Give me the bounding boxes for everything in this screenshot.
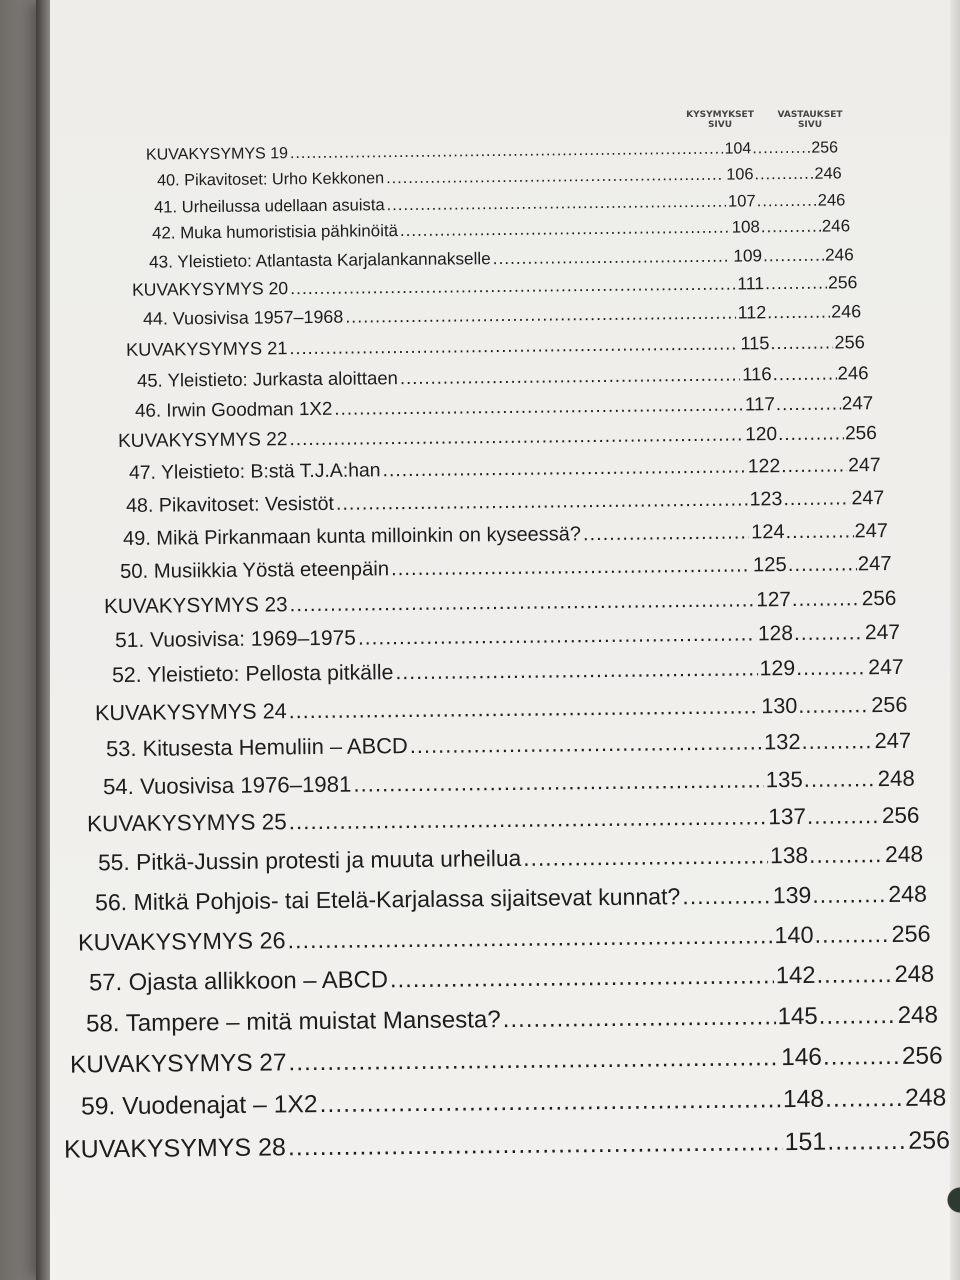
dot-leader bbox=[794, 621, 864, 646]
question-page-number: 146 bbox=[780, 1043, 822, 1072]
question-page-number: 140 bbox=[774, 921, 814, 949]
toc-entry bbox=[123, 520, 888, 551]
toc-entry-title: KUVAKYSYMYS 26 bbox=[78, 927, 286, 956]
answers-page-header: VASTAUKSET SIVU bbox=[777, 110, 843, 130]
toc-entry-title: 55. Pitkä-Jussin protesti ja muuta urheilua bbox=[97, 844, 522, 876]
dot-leader bbox=[289, 588, 754, 617]
answer-page-number: 246 bbox=[821, 216, 850, 236]
answer-page-number: 248 bbox=[888, 880, 927, 908]
dot-leader bbox=[798, 692, 870, 719]
dot-leader bbox=[788, 553, 857, 577]
answer-page-number: 246 bbox=[814, 164, 842, 183]
toc-entry bbox=[103, 766, 915, 800]
dot-leader bbox=[400, 364, 740, 390]
toc-entry bbox=[132, 272, 858, 301]
toc-entry-title: 41. Urheilussa udellaan asuista bbox=[154, 195, 386, 217]
dot-leader bbox=[775, 392, 840, 415]
question-page-number: 139 bbox=[772, 881, 812, 909]
toc-entry-title: KUVAKYSYMYS 27 bbox=[69, 1049, 287, 1079]
toc-entry bbox=[95, 881, 927, 917]
dot-leader bbox=[358, 622, 756, 650]
dot-leader bbox=[791, 587, 860, 612]
toc-entry-title: 49. Mikä Pirkanmaan kunta milloinkin on kyseessä? bbox=[123, 523, 582, 551]
dot-leader bbox=[783, 487, 850, 511]
dot-leader bbox=[827, 1127, 907, 1157]
toc-entry-title: 48. Pikavitoset: Vesistöt bbox=[125, 492, 335, 517]
toc-entry-title: KUVAKYSYMYS 19 bbox=[145, 145, 289, 164]
dot-leader bbox=[288, 1128, 783, 1162]
answer-page-number: 248 bbox=[878, 765, 916, 792]
dot-leader bbox=[387, 192, 727, 216]
answer-page-number: 256 bbox=[901, 1042, 943, 1070]
dot-leader bbox=[825, 1085, 904, 1114]
answer-page-number: 246 bbox=[837, 362, 869, 384]
toc-entry-title: 42. Muka humoristisia pähkinöitä bbox=[151, 221, 398, 243]
toc-entry-title: 58. Tampere – mitä muistat Mansesta? bbox=[86, 1006, 502, 1038]
dot-leader bbox=[817, 961, 894, 990]
answer-page-number: 247 bbox=[841, 392, 873, 414]
answer-page-number: 248 bbox=[894, 960, 935, 988]
dot-leader bbox=[763, 245, 824, 267]
question-page-number: 120 bbox=[744, 424, 777, 446]
dot-leader bbox=[290, 333, 739, 359]
dot-leader bbox=[523, 842, 768, 872]
question-page-number: 138 bbox=[769, 841, 809, 869]
questions-page-header: KYSYMYKSET SIVU bbox=[686, 110, 754, 130]
toc-entry bbox=[154, 190, 846, 217]
dot-leader bbox=[345, 303, 736, 328]
answer-page-number: 256 bbox=[871, 691, 908, 718]
dot-leader bbox=[334, 393, 743, 419]
answer-page-number: 256 bbox=[827, 272, 858, 293]
dot-leader bbox=[386, 166, 724, 189]
dot-leader bbox=[796, 655, 867, 681]
answer-page-number: 248 bbox=[884, 840, 924, 868]
dot-leader bbox=[755, 165, 814, 185]
dot-leader bbox=[804, 766, 877, 793]
question-page-number: 122 bbox=[747, 455, 781, 478]
answer-page-number: 247 bbox=[854, 519, 889, 543]
toc-entry-title: 46. Irwin Goodman 1X2 bbox=[134, 397, 332, 421]
toc-entry bbox=[64, 1126, 950, 1164]
question-page-number: 111 bbox=[737, 273, 765, 294]
toc-entry bbox=[126, 487, 884, 518]
question-page-number: 137 bbox=[767, 803, 806, 830]
toc-entry bbox=[115, 621, 900, 653]
toc-entry-title: 45. Yleistieto: Jurkasta aloittaen bbox=[137, 367, 399, 391]
answer-page-number: 247 bbox=[847, 454, 881, 477]
corner-object bbox=[940, 1180, 960, 1220]
question-page-number: 129 bbox=[759, 655, 796, 681]
dot-leader bbox=[822, 1043, 900, 1072]
toc-entry bbox=[137, 362, 869, 392]
dot-leader bbox=[391, 554, 751, 581]
answer-page-number: 246 bbox=[817, 190, 846, 210]
dot-leader bbox=[399, 218, 729, 241]
toc-entry bbox=[118, 423, 877, 453]
answer-page-number: 248 bbox=[904, 1084, 947, 1112]
dot-leader bbox=[781, 454, 847, 478]
question-page-number: 108 bbox=[731, 217, 760, 237]
answer-page-number: 256 bbox=[908, 1126, 951, 1155]
toc-entry bbox=[98, 841, 923, 877]
toc-entry bbox=[78, 921, 931, 957]
dot-leader bbox=[390, 962, 774, 994]
dot-leader bbox=[760, 217, 820, 238]
toc-entry-title: 47. Yleistieto: B:stä T.J.A:han bbox=[128, 459, 381, 484]
question-page-number: 127 bbox=[755, 587, 791, 612]
dot-leader bbox=[319, 1086, 781, 1119]
dot-leader bbox=[288, 922, 773, 954]
toc-entry-title: 56. Mitkä Pohjois- tai Etelä-Karjalassa sijaitsevat kunnat? bbox=[94, 883, 681, 916]
toc-entry bbox=[70, 1042, 943, 1079]
dot-leader bbox=[503, 1003, 776, 1034]
toc-entry-title: 53. Kitusesta Hemuliin – ABCD bbox=[106, 733, 409, 762]
dot-leader bbox=[814, 921, 890, 949]
answer-page-number: 246 bbox=[831, 301, 862, 322]
answer-page-number: 247 bbox=[851, 487, 885, 510]
dot-leader bbox=[395, 656, 757, 685]
dot-leader bbox=[410, 729, 763, 759]
toc-entry bbox=[86, 1002, 938, 1039]
question-page-number: 116 bbox=[742, 363, 773, 385]
question-page-number: 107 bbox=[728, 191, 757, 211]
dot-leader bbox=[778, 423, 844, 446]
answer-page-number: 256 bbox=[881, 802, 920, 829]
toc-entry-title: 43. Yleistieto: Atlantasta Karjalankannakselle bbox=[148, 248, 491, 272]
dot-leader bbox=[809, 841, 884, 869]
toc-entry-title: 57. Ojasta allikkoon – ABCD bbox=[89, 966, 389, 997]
dot-leader bbox=[806, 803, 880, 830]
answer-page-number: 256 bbox=[891, 920, 931, 947]
dot-leader bbox=[819, 1002, 897, 1031]
question-page-number: 151 bbox=[784, 1127, 827, 1157]
toc-entry-title: 44. Vuosivisa 1957–1968 bbox=[142, 306, 344, 329]
dot-leader bbox=[382, 455, 746, 482]
dot-leader bbox=[290, 273, 735, 299]
toc-entry bbox=[151, 216, 849, 243]
answer-page-number: 247 bbox=[864, 620, 900, 645]
dot-leader bbox=[354, 767, 765, 797]
toc-entry-title: KUVAKYSYMYS 24 bbox=[94, 698, 287, 726]
dot-leader bbox=[289, 424, 743, 451]
answer-page-number: 256 bbox=[834, 332, 866, 353]
dot-leader bbox=[771, 332, 834, 354]
toc-entry bbox=[126, 332, 865, 361]
answer-page-number: 247 bbox=[858, 552, 893, 576]
dot-leader bbox=[773, 363, 837, 386]
question-page-number: 109 bbox=[732, 245, 762, 266]
toc-entry-title: KUVAKYSYMYS 23 bbox=[103, 593, 288, 619]
toc-entry bbox=[106, 728, 911, 762]
toc-entry bbox=[146, 139, 838, 164]
dot-leader bbox=[786, 520, 854, 544]
answer-page-number: 248 bbox=[898, 1001, 939, 1029]
toc-entry bbox=[95, 692, 908, 727]
question-page-number: 130 bbox=[761, 692, 798, 719]
dot-leader bbox=[757, 191, 817, 212]
toc-entry bbox=[157, 164, 842, 190]
dot-leader bbox=[682, 882, 771, 910]
question-page-number: 142 bbox=[775, 961, 816, 990]
answer-page-number: 256 bbox=[811, 139, 839, 157]
toc-entry-title: KUVAKYSYMYS 20 bbox=[131, 278, 289, 300]
toc-entry-title: KUVAKYSYMYS 22 bbox=[117, 429, 288, 452]
dot-leader bbox=[812, 881, 887, 909]
question-page-number: 112 bbox=[737, 302, 767, 323]
toc-entry-title: KUVAKYSYMYS 28 bbox=[63, 1133, 287, 1164]
toc-entry-title: 54. Vuosivisa 1976–1981 bbox=[103, 771, 352, 800]
toc-entry-title: 40. Pikavitoset: Urho Kekkonen bbox=[157, 169, 385, 190]
question-page-number: 128 bbox=[757, 622, 793, 646]
dot-leader bbox=[752, 140, 810, 159]
question-page-number: 135 bbox=[766, 766, 804, 793]
toc-entry-title: 51. Vuosivisa: 1969–1975 bbox=[114, 626, 356, 653]
question-page-number: 123 bbox=[749, 488, 783, 511]
toc-entry bbox=[134, 392, 872, 422]
toc-entry bbox=[103, 587, 896, 619]
toc-entry bbox=[129, 454, 881, 485]
question-page-number: 115 bbox=[740, 333, 770, 354]
question-page-number: 132 bbox=[764, 728, 801, 755]
toc-entry bbox=[149, 244, 854, 272]
dot-leader bbox=[290, 141, 723, 164]
dot-leader bbox=[288, 804, 766, 835]
dot-leader bbox=[583, 521, 749, 546]
dot-leader bbox=[289, 693, 760, 724]
question-page-number: 124 bbox=[751, 521, 785, 544]
toc-entry bbox=[86, 803, 919, 838]
dot-leader bbox=[336, 488, 748, 515]
dot-leader bbox=[765, 273, 827, 295]
toc-entry bbox=[143, 301, 861, 330]
answer-page-number: 256 bbox=[844, 423, 877, 445]
dot-leader bbox=[802, 728, 874, 755]
question-page-number: 148 bbox=[782, 1085, 825, 1114]
toc-entry bbox=[81, 1084, 947, 1121]
answer-page-number: 247 bbox=[867, 654, 904, 680]
toc-entry-title: 59. Vuodenajat – 1X2 bbox=[80, 1091, 318, 1121]
dot-leader bbox=[767, 302, 830, 324]
toc-entry bbox=[112, 655, 904, 688]
question-page-number: 145 bbox=[777, 1002, 819, 1031]
toc-entry-title: 52. Yleistieto: Pellosta pitkälle bbox=[111, 660, 394, 688]
question-page-number: 125 bbox=[753, 554, 788, 577]
answer-page-number: 256 bbox=[861, 586, 897, 611]
question-page-number: 117 bbox=[744, 393, 775, 415]
toc-entry bbox=[89, 961, 934, 998]
question-page-number: 106 bbox=[726, 165, 754, 184]
toc-entry-title: KUVAKYSYMYS 25 bbox=[86, 809, 287, 837]
question-page-number: 104 bbox=[724, 140, 752, 158]
answer-page-number: 247 bbox=[874, 727, 912, 754]
toc-entry-title: 50. Musiikkia Yöstä eteenpäin bbox=[120, 558, 390, 584]
answer-page-number: 246 bbox=[824, 244, 854, 265]
dot-leader bbox=[492, 246, 731, 269]
dot-leader bbox=[288, 1044, 779, 1077]
toc-entry bbox=[120, 553, 892, 584]
toc-entry-title: KUVAKYSYMYS 21 bbox=[126, 338, 288, 360]
